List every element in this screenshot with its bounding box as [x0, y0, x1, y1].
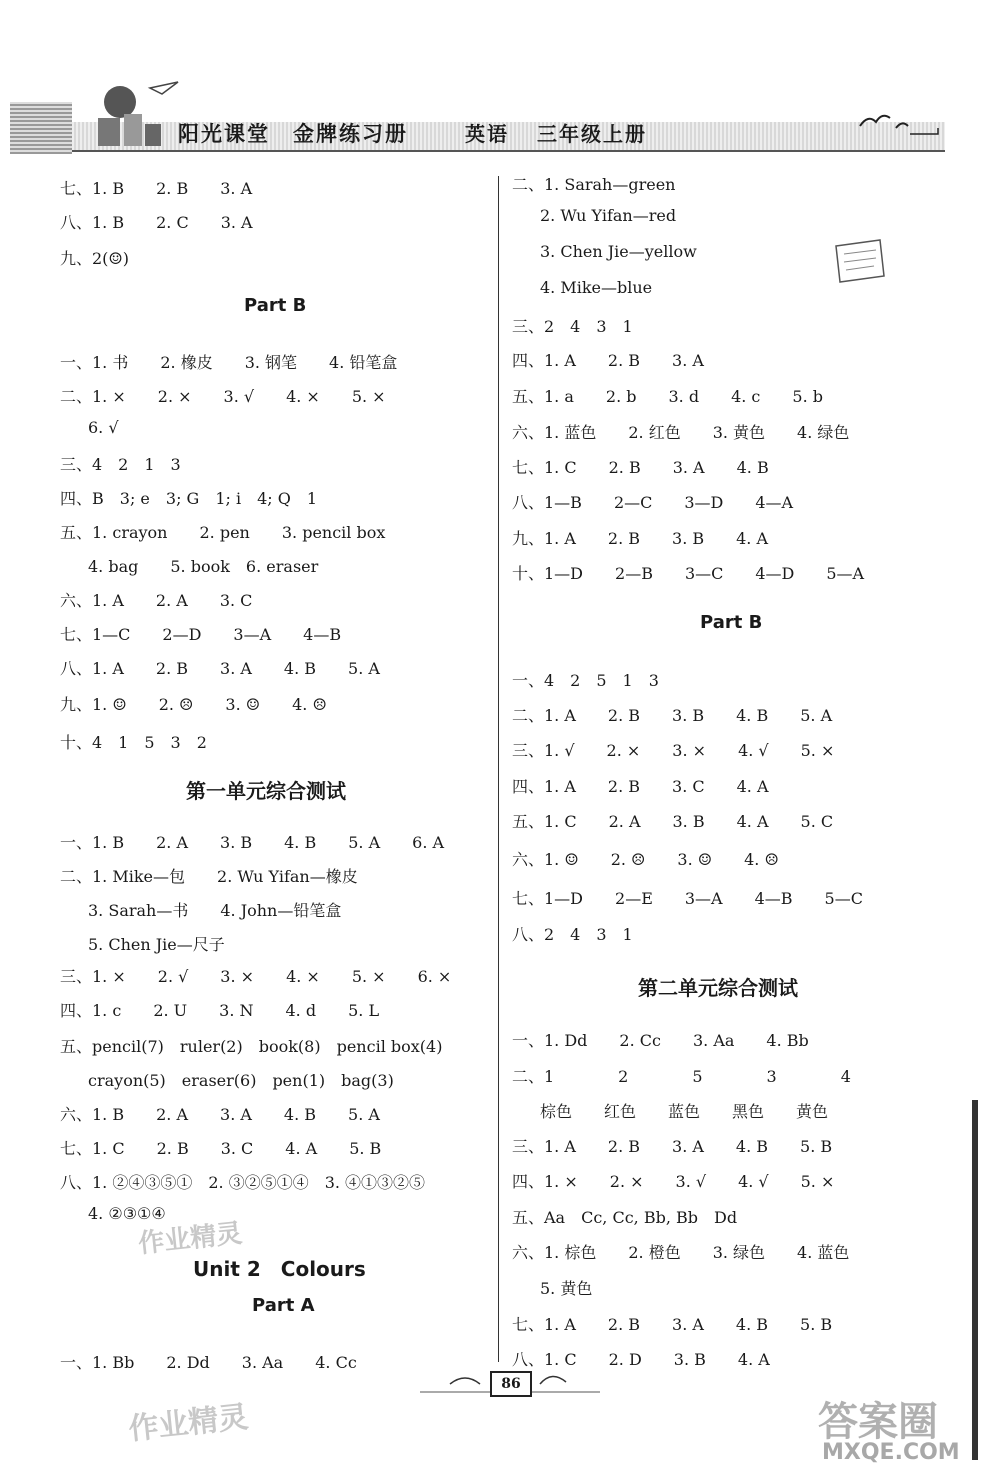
- answer-line: 四、B 3; e 3; G 1; i 4; Q 1: [60, 489, 318, 508]
- answer-line: 六、1. A 2. A 3. C: [60, 591, 253, 610]
- answer-line: 5. Chen Jie—尺子: [88, 935, 225, 954]
- answer-line: 二、1. × 2. × 3. √ 4. × 5. ×: [60, 387, 386, 406]
- answer-line: 八、1. C 2. D 3. B 4. A: [512, 1350, 770, 1369]
- answer-line: 八、1. B 2. C 3. A: [60, 213, 253, 232]
- page-header: [10, 80, 945, 160]
- answer-line: 七、1—D 2—E 3—A 4—B 5—C: [512, 889, 863, 908]
- section-heading-unit2-test: 第二单元综合测试: [638, 976, 798, 1000]
- answer-line: 九、2(☺): [60, 249, 130, 268]
- section-heading-part-b: Part B: [244, 295, 307, 316]
- watermark-url: MXQE.COM: [822, 1440, 960, 1465]
- answer-line: 3. Chen Jie—yellow: [540, 242, 697, 261]
- answer-line: 七、1. C 2. B 3. A 4. B: [512, 458, 769, 477]
- subject-label: 英语: [465, 122, 509, 146]
- answer-line: 4. Mike—blue: [540, 278, 653, 297]
- answer-line: 五、Aa Cc, Cc, Bb, Bb Dd: [512, 1208, 738, 1227]
- answer-line: 棕色 红色 蓝色 黑色 黄色: [540, 1102, 829, 1121]
- answer-line: 六、1. B 2. A 3. A 4. B 5. A: [60, 1105, 380, 1124]
- answer-line: 二、1. A 2. B 3. B 4. B 5. A: [512, 706, 833, 725]
- header-left-block: [10, 102, 72, 154]
- section-heading-unit1-test: 第一单元综合测试: [186, 779, 346, 803]
- answer-line: 4. bag 5. book 6. eraser: [88, 557, 319, 576]
- answer-line: crayon(5) eraser(6) pen(1) bag(3): [88, 1071, 394, 1090]
- answer-line: 七、1—C 2—D 3—A 4—B: [60, 625, 342, 644]
- answer-line: 八、2 4 3 1: [512, 925, 633, 944]
- answer-line: 五、1. crayon 2. pen 3. pencil box: [60, 523, 386, 542]
- stamp-icon: [830, 236, 888, 286]
- answer-line: 五、1. C 2. A 3. B 4. A 5. C: [512, 812, 834, 831]
- answer-line: 十、4 1 5 3 2: [60, 733, 207, 752]
- answer-line: 6. √: [88, 418, 119, 437]
- watermark-logo: 答案圈: [818, 1399, 938, 1445]
- answer-line: 六、1. ☺ 2. ☹ 3. ☺ 4. ☹: [512, 850, 779, 869]
- answer-line: 六、1. 棕色 2. 橙色 3. 绿色 4. 蓝色: [512, 1243, 850, 1262]
- answer-line: 一、4 2 5 1 3: [512, 671, 659, 690]
- answer-line: 八、1. A 2. B 3. A 4. B 5. A: [60, 659, 380, 678]
- answer-line: 三、4 2 1 3: [60, 455, 181, 474]
- answer-line: 二、1. Sarah—green: [512, 175, 676, 194]
- page-edge-shadow: [972, 1100, 978, 1460]
- answer-line: 九、1. A 2. B 3. B 4. A: [512, 529, 769, 548]
- answer-line: 七、1. C 2. B 3. C 4. A 5. B: [60, 1139, 382, 1158]
- answer-line: 八、1. ②④③⑤① 2. ③②⑤①④ 3. ④①③②⑤: [60, 1173, 426, 1192]
- section-heading-unit2: Unit 2 Colours: [193, 1257, 366, 1281]
- answer-line: 三、1. × 2. √ 3. × 4. × 5. × 6. ×: [60, 967, 452, 986]
- answer-line: 四、1. × 2. × 3. √ 4. √ 5. ×: [512, 1172, 835, 1191]
- answer-line: 七、1. A 2. B 3. A 4. B 5. B: [512, 1315, 833, 1334]
- answer-line: 五、1. a 2. b 3. d 4. c 5. b: [512, 387, 823, 406]
- answer-line: 三、2 4 3 1: [512, 317, 633, 336]
- answer-line: 五、pencil(7) ruler(2) book(8) pencil box(4): [60, 1037, 443, 1056]
- answer-line: 一、1. 书 2. 橡皮 3. 钢笔 4. 铅笔盒: [60, 353, 398, 372]
- answer-line: 三、1. √ 2. × 3. × 4. √ 5. ×: [512, 741, 835, 760]
- book-title: 阳光课堂 金牌练习册: [178, 121, 408, 146]
- birds-icon: [850, 108, 940, 138]
- answer-line: 5. 黄色: [540, 1279, 593, 1298]
- answer-line: 七、1. B 2. B 3. A: [60, 179, 253, 198]
- grade-label: 三年级上册: [537, 122, 647, 146]
- answer-line: 三、1. A 2. B 3. A 4. B 5. B: [512, 1137, 833, 1156]
- answer-line: 四、1. c 2. U 3. N 4. d 5. L: [60, 1001, 380, 1020]
- answer-line: 4. ②③①④: [88, 1204, 166, 1223]
- page-number: 86: [490, 1371, 532, 1397]
- answer-line: 二、1. Mike—包 2. Wu Yifan—橡皮: [60, 867, 358, 886]
- section-heading-part-b-right: Part B: [700, 612, 763, 633]
- answer-line: 二、1 2 5 3 4: [512, 1067, 851, 1086]
- answer-line: 2. Wu Yifan—red: [540, 206, 677, 225]
- answer-line: 八、1—B 2—C 3—D 4—A: [512, 493, 794, 512]
- answer-line: 四、1. A 2. B 3. C 4. A: [512, 777, 769, 796]
- answer-line: 四、1. A 2. B 3. A: [512, 351, 704, 370]
- globe-books-icon: [90, 80, 180, 150]
- answer-line: 九、1. ☺ 2. ☹ 3. ☺ 4. ☹: [60, 695, 327, 714]
- answer-line: 一、1. Dd 2. Cc 3. Aa 4. Bb: [512, 1031, 809, 1050]
- watermark-text: 作业精灵: [136, 1218, 244, 1260]
- answer-line: 一、1. Bb 2. Dd 3. Aa 4. Cc: [60, 1353, 357, 1372]
- column-divider: [498, 176, 499, 1362]
- answer-line: 六、1. 蓝色 2. 红色 3. 黄色 4. 绿色: [512, 423, 850, 442]
- answer-line: 3. Sarah—书 4. John—铅笔盒: [88, 901, 342, 920]
- answer-line: 十、1—D 2—B 3—C 4—D 5—A: [512, 564, 865, 583]
- section-heading-part-a: Part A: [252, 1295, 315, 1316]
- answer-line: 一、1. B 2. A 3. B 4. B 5. A 6. A: [60, 833, 445, 852]
- watermark-text: 作业精灵: [126, 1399, 250, 1448]
